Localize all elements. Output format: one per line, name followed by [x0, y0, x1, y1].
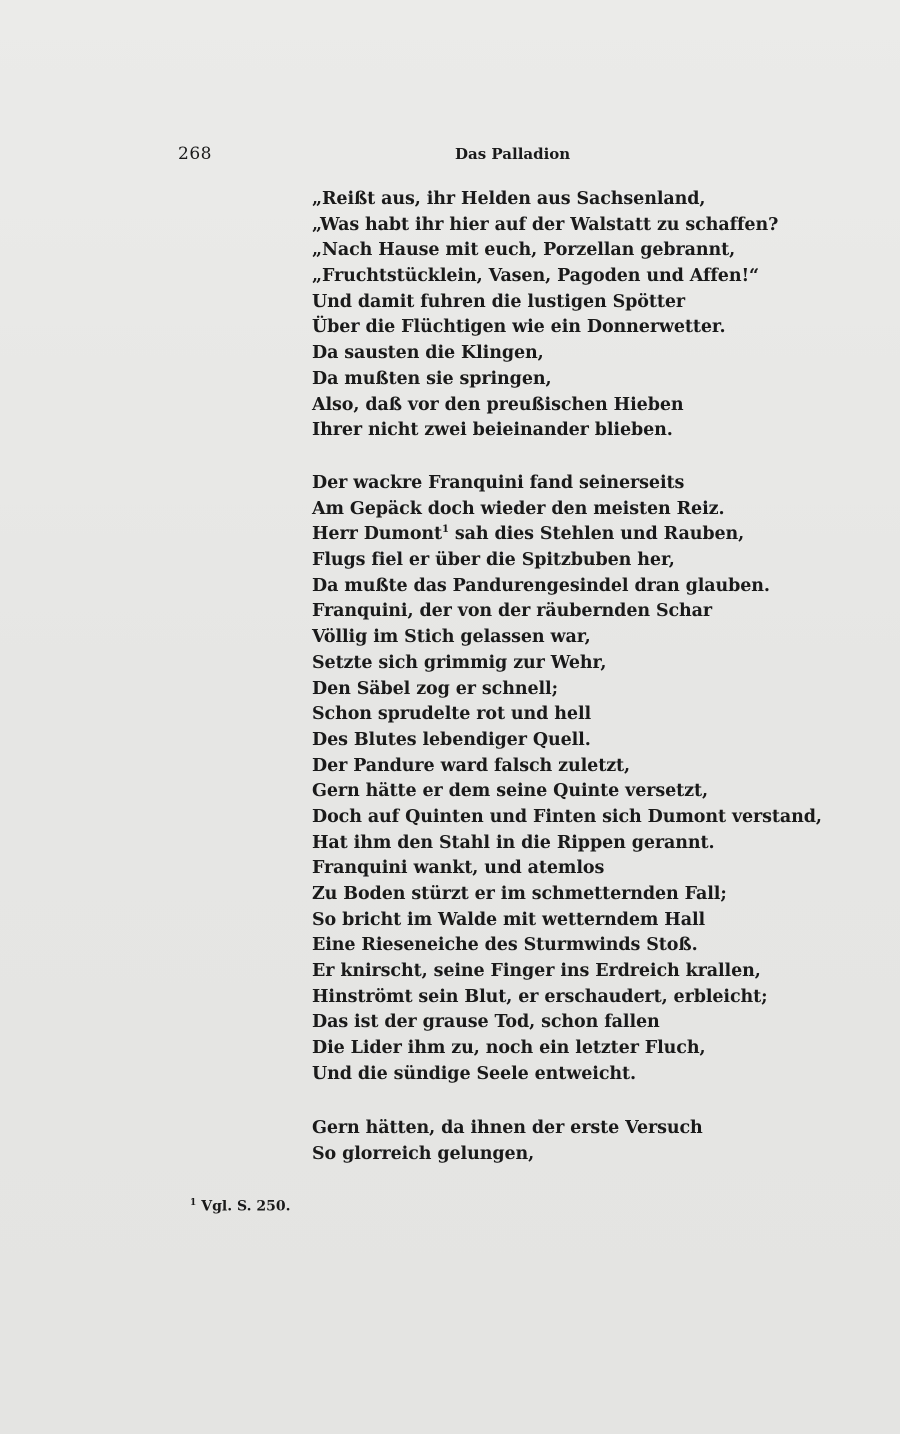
verse-line: Eine Rieseneiche des Sturmwinds Stoß.: [312, 935, 698, 956]
verse-line-with-footnote: [312, 522, 822, 548]
verse-line: Da mußten sie springen,: [312, 368, 552, 389]
verse-line: Da mußte das Pandurengesindel dran glauben.: [312, 575, 770, 596]
verse-line: Da sausten die Klingen,: [312, 343, 544, 364]
footnote-text: Vgl. S. 250.: [201, 1198, 291, 1215]
verse-line: Hat ihm den Stahl in die Rippen gerannt.: [312, 832, 715, 853]
verse-line: Völlig im Stich gelassen war,: [312, 627, 591, 648]
verse-line: Und die sündige Seele entweicht.: [312, 1063, 636, 1084]
footnote-number: 1: [190, 1198, 197, 1208]
verse-line: Das ist der grause Tod, schon fallen: [312, 1012, 660, 1033]
verse-line: Gern hätten, da ihnen der erste Versuch: [312, 1118, 703, 1138]
verse-line: Über die Flüchtigen wie ein Donnerwetter.: [312, 317, 726, 338]
verse-line: Franquini wankt, und atemlos: [312, 858, 605, 879]
verse-line: So glorreich gelungen,: [312, 1143, 535, 1164]
stanza-2: [312, 471, 822, 1088]
verse-line: Der wackre Franquini fand seinerseits: [312, 473, 685, 493]
verse-line: Und damit fuhren die lustigen Spötter: [312, 291, 685, 312]
page-number: 268: [178, 144, 212, 164]
running-title: Das Palladion: [455, 145, 571, 163]
verse-line: Doch auf Quinten und Finten sich Dumont verstand,: [312, 806, 822, 827]
stanza-1: [312, 187, 778, 444]
verse-line: Die Lider ihm zu, noch ein letzter Fluch,: [312, 1038, 706, 1059]
verse-line: Der Pandure ward falsch zuletzt,: [312, 755, 631, 776]
verse-line: Zu Boden stürzt er im schmetternden Fall;: [312, 884, 727, 904]
verse-line: Also, daß vor den preußischen Hieben: [312, 394, 684, 415]
verse-line: Schon sprudelte rot und hell: [312, 704, 592, 725]
verse-line: Franquini, der von der räubernden Schar: [312, 601, 713, 622]
verse-line: „Was habt ihr hier auf der Walstatt zu schaffen?: [312, 214, 779, 235]
verse-line: Gern hätte er dem seine Quinte versetzt,: [312, 781, 708, 802]
verse-line: Ihrer nicht zwei beieinander blieben.: [312, 420, 673, 441]
verse-line-end: sah dies Stehlen und Rauben,: [448, 524, 745, 545]
footnote: [190, 1198, 290, 1215]
stanza-3: [312, 1116, 703, 1167]
verse-line: Flugs fiel er über die Spitzbuben her,: [312, 550, 675, 571]
verse-line: Er knirscht, seine Finger ins Erdreich krallen,: [312, 961, 761, 982]
verse-line: „Nach Hause mit euch, Porzellan gebrannt,: [312, 240, 736, 261]
verse-line: Am Gepäck doch wieder den meisten Reiz.: [312, 498, 725, 519]
verse-line: Des Blutes lebendiger Quell.: [312, 729, 591, 750]
footnote-marker: 1: [442, 524, 449, 536]
verse-line: „Fruchtstücklein, Vasen, Pagoden und Affen!“: [312, 266, 760, 287]
verse-line-start: Herr Dumont: [312, 524, 442, 545]
verse-line: Den Säbel zog er schnell;: [312, 678, 558, 699]
verse-line: „Reißt aus, ihr Helden aus Sachsenland,: [312, 189, 706, 209]
verse-line: Hinströmt sein Blut, er erschaudert, erbleicht;: [312, 986, 768, 1007]
verse-line: So bricht im Walde mit wetterndem Hall: [312, 909, 706, 930]
verse-line: Setzte sich grimmig zur Wehr,: [312, 652, 607, 673]
